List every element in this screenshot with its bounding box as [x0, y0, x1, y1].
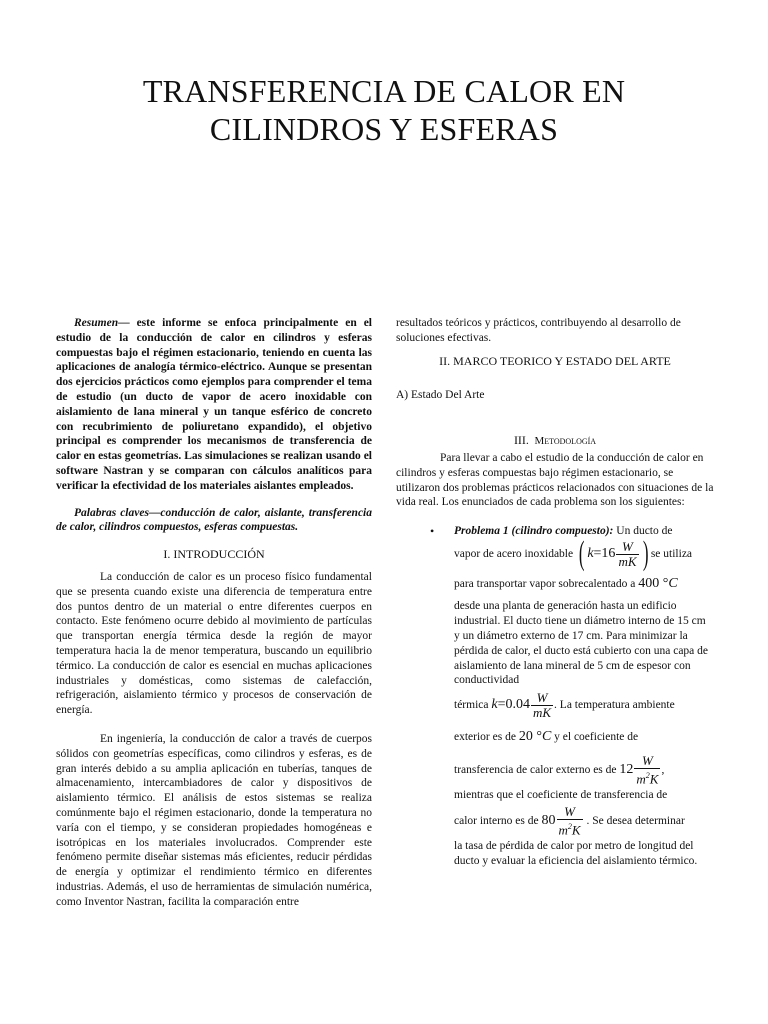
- problem-text-5: desde una planta de generación hasta un edificio industrial. El ducto tiene un diámetro interno de 15 cm y un diámetro externo de 17 cm. Para minimizar la pérdida de calor, el ducto está cubierto con una capa de aislamiento de lana mineral de 5 cm de espesor con conductividad: [454, 600, 709, 687]
- continued-text: resultados teóricos y prácticos, contribuyendo al desarrollo de soluciones efectivas.: [396, 317, 681, 344]
- problem-text-4: para transportar vapor sobrecalentado a: [454, 578, 639, 591]
- bullet-icon: •: [430, 524, 435, 539]
- unit-fraction-w-mk-2: $\frac{W}{mK}$: [532, 689, 552, 720]
- problem-text-14: . Se desea determinar: [583, 814, 685, 827]
- intro-paragraph-2: En ingeniería, la conducción de calor a través de cuerpos sólidos con geometrías específicas, como cilindros y esferas, es de gran interés debido a su amplia aplicación en tuberías, tanques de almacenamiento, intercambiadores de calor y dispositivos de aislamiento térmico. El análisis de estos sistemas se realiza comúnmente bajo el régimen estacionario, donde la temperatura no varía con el tiempo, y se consideran propiedades homogéneas e isotrópicas en los materiales involucrados. Comprender este fenómeno permite diseñar sistemas más eficientes, reducir pérdidas de energía y optimizar el rendimiento térmico en diferentes industrias. Además, el uso de herramientas de simulación numérica, como Inventor Nastran, facilita la comparación entre: [56, 732, 372, 908]
- problem-1-item: [396, 524, 714, 868]
- problem-text-8: exterior es de: [454, 731, 519, 744]
- paper-title: TRANSFERENCIA DE CALOR EN CILINDROS Y ESFERAS: [142, 73, 626, 147]
- open-paren: (: [578, 535, 585, 573]
- problem-text-2: vapor de acero inoxidable: [454, 547, 574, 560]
- abstract-lead: Resumen: [74, 317, 119, 329]
- abstract: [56, 316, 372, 494]
- problem-text-6: térmica: [454, 699, 492, 712]
- problem-text-12: mientras que el coeficiente de transferencia de: [454, 789, 668, 802]
- keywords: Palabras claves—conducción de calor, aislante, transferencia de calor, cilindros compuestos, esferas compuestas.: [56, 506, 372, 534]
- temp-20c: 20 °C: [518, 729, 552, 745]
- h-out-value: 12: [619, 762, 634, 778]
- abstract-text: — este informe se enfoca principalmente en el estudio de la conducción de calor en cilindros y esferas compuestas bajo el régimen estacionario, teniendo en cuenta las aplicaciones de analogía térmico-eléctrico. Aunque se presentan dos ejercicios prácticos como ejemplos para comprender el tema de estudio (un ducto de vapor de acero inoxidable con aislamiento de lana mineral y un tanque esférico de concreto con recubrimiento de poliuretano expandido), el objetivo principal es comprender los mecanismos de transferencia de calor en estas geometrías. Las simulaciones se realizan usando el software Nastran y se comparan con cálculos analíticos para verificar la efectividad de los materiales aislantes empleados.: [56, 317, 372, 492]
- k1-equation: k=16: [587, 545, 616, 561]
- temp-400c: 400 °C: [638, 576, 678, 592]
- unit-fraction-w-m2k-2: $\frac{W}{m^2K}$: [558, 804, 581, 838]
- section-heading-metodologia: [396, 433, 714, 449]
- unit-fraction-w-m2k: $\frac{W}{m^2K}$: [636, 753, 659, 787]
- section-name: Metodología: [534, 435, 597, 448]
- section-number: III.: [513, 433, 529, 448]
- h-in-value: 80: [541, 812, 556, 828]
- problem-text-1: Un ducto de: [613, 525, 673, 538]
- problem-text-15: la tasa de pérdida de calor por metro de longitud del ducto y evaluar la eficiencia del aislamiento térmico.: [454, 839, 698, 867]
- section-heading-marco-teorico: II. MARCO TEORICO Y ESTADO DEL ARTE: [439, 353, 671, 368]
- left-column: [56, 316, 372, 909]
- unit-fraction-w-mk: $\frac{W}{mK}$: [618, 538, 637, 569]
- problem-text-11: ,: [661, 764, 665, 777]
- close-paren: ): [642, 535, 648, 573]
- problem-text-7: . La temperatura ambiente: [554, 699, 675, 712]
- problem-text-9: y el coeficiente de: [551, 731, 639, 744]
- right-column: [396, 316, 714, 869]
- problem-text-10: transferencia de calor externo es de: [454, 764, 620, 777]
- k2-equation: k=0.04: [491, 697, 530, 713]
- problem-label: Problema 1 (cilindro compuesto):: [454, 525, 614, 538]
- intro-paragraph-1: La conducción de calor es un proceso físico fundamental que se presenta cuando existe una diferencia de temperatura entre dos puntos dentro de un material o entre diferentes cuerpos en contacto. Este fenómeno ocurre debido al movimiento de partículas que transportan energía térmica desde la región de mayor temperatura hacia la de menor temperatura, buscando un equilibrio térmico. La conducción de calor es esencial en muchas aplicaciones industriales y domésticas, como sistemas de calefacción, refrigeración, aislamiento térmico y procesos de conservación de energía.: [56, 570, 372, 717]
- section-heading-introduccion: I. INTRODUCCIÓN: [163, 547, 265, 562]
- problem-text-3: se utiliza: [650, 547, 693, 560]
- problem-text-13: calor interno es de: [454, 814, 542, 827]
- subsection-estado-del-arte: A) Estado Del Arte: [396, 389, 485, 402]
- methodology-paragraph: Para llevar a cabo el estudio de la conducción de calor en cilindros y esferas compuestas bajo régimen estacionario, se utilizaron dos problemas prácticos relacionados con situaciones de la vida real. Los enunciados de cada problema son los siguientes:: [396, 451, 714, 509]
